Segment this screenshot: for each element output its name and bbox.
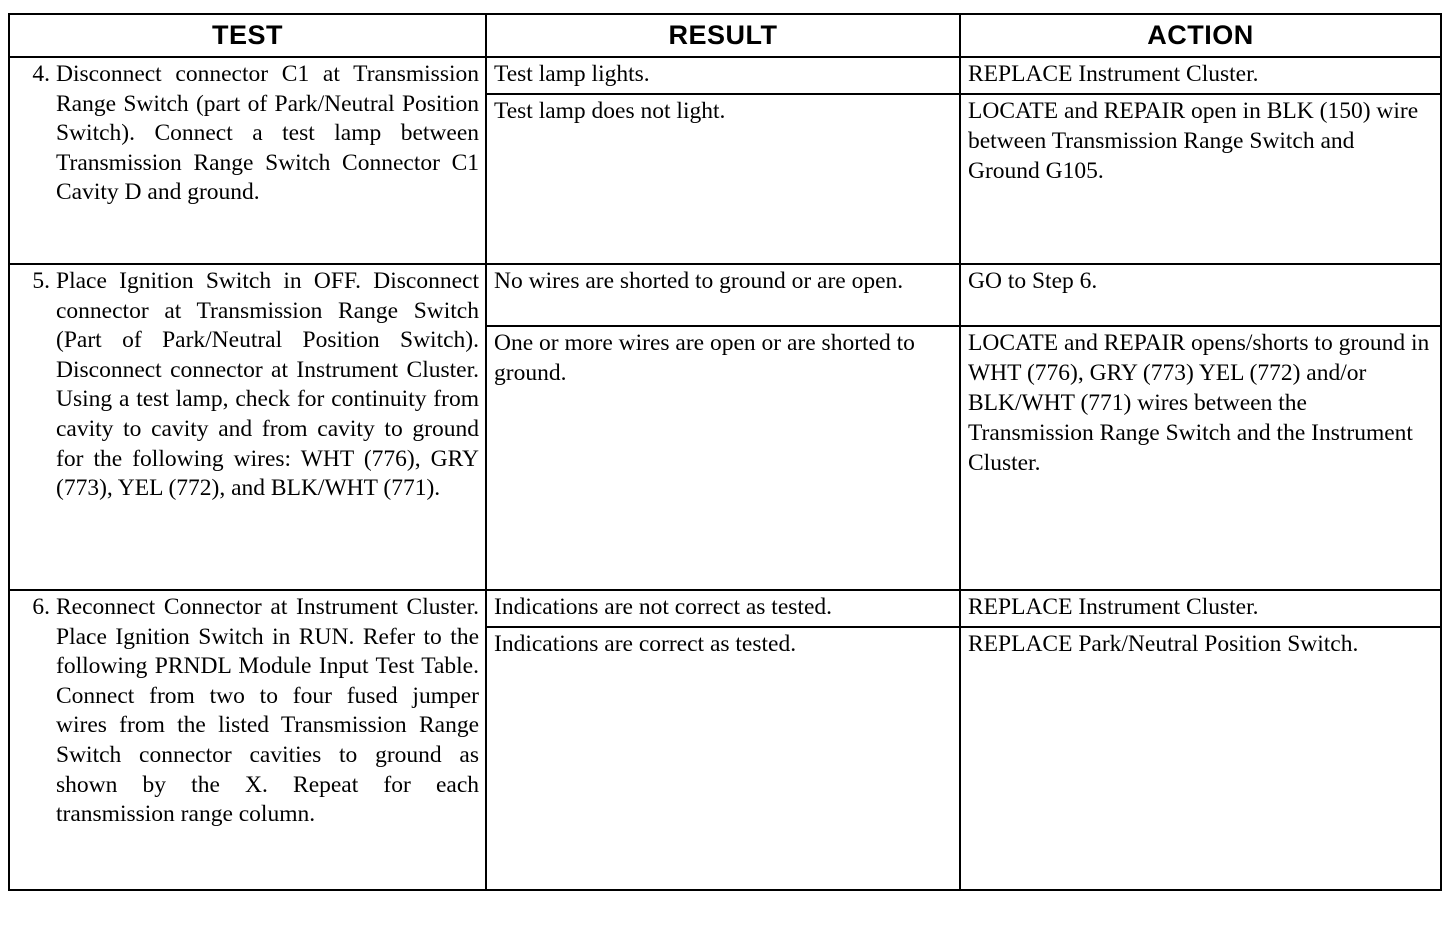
action-cell: LOCATE and REPAIR open in BLK (150) wire between Transmission Range Switch and Ground G105. [960,94,1441,264]
action-cell: LOCATE and REPAIR opens/shorts to ground in WHT (776), GRY (773) YEL (772) and/or BLK/WHT (771) wires between the Transmission Range Switch and the Instrument Cluster. [960,326,1441,590]
action-cell: REPLACE Park/Neutral Position Switch. [960,627,1441,890]
test-cell-step-5 [9,264,486,590]
result-cell: Test lamp does not light. [486,94,960,264]
result-cell: Indications are not correct as tested. [486,590,960,627]
action-cell: REPLACE Instrument Cluster. [960,57,1441,94]
result-cell: No wires are shorted to ground or are open. [486,264,960,326]
table-header-row [9,14,1441,57]
result-cell: One or more wires are open or are shorted to ground. [486,326,960,590]
header-result: RESULT [486,14,960,57]
header-action: ACTION [960,14,1441,57]
step-number: 4. [32,61,50,87]
table-row [9,264,1441,326]
test-instruction: Place Ignition Switch in OFF. Disconnect connector at Transmission Range Switch (Part of Park/Neutral Position Switch). Disconnect connector at Instrument Cluster. Using a test lamp, check for continuity from cavity to cavity and from cavity to ground for the following wires: WHT (776), GRY (773), YEL (772), and BLK/WHT (771). [56,268,479,502]
test-cell-step-4 [9,57,486,264]
step-number: 6. [32,594,50,620]
test-instruction: Disconnect connector C1 at Transmission Range Switch (part of Park/Neutral Position Switch). Connect a test lamp between Transmission Range Switch Connector C1 Cavity D and ground. [56,61,479,206]
table-row [9,590,1441,627]
result-cell: Indications are correct as tested. [486,627,960,890]
test-instruction: Reconnect Connector at Instrument Cluster. Place Ignition Switch in RUN. Refer to the following PRNDL Module Input Test Table. Connect from two to four fused jumper wires from the listed Transmission Range Switch connector cavities to ground as shown by the X. Repeat for each transmission range column. [56,594,479,828]
table-row [9,57,1441,94]
diagnostic-test-table [8,13,1442,891]
result-cell: Test lamp lights. [486,57,960,94]
action-cell: REPLACE Instrument Cluster. [960,590,1441,627]
action-cell: GO to Step 6. [960,264,1441,326]
header-test: TEST [9,14,486,57]
step-number: 5. [32,268,50,294]
test-cell-step-6 [9,590,486,890]
